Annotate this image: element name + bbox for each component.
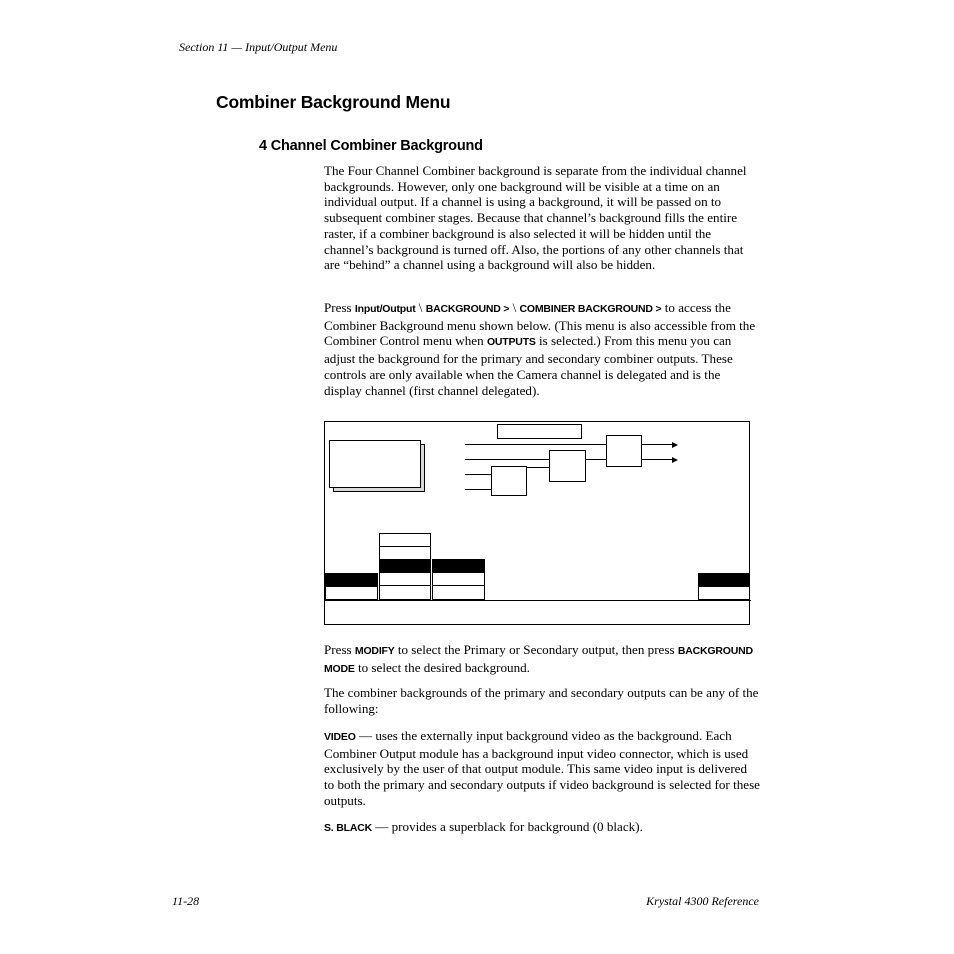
arrow-right-icon <box>672 442 678 448</box>
section-subtitle: 4 Channel Combiner Background <box>259 138 483 154</box>
signal-line-3 <box>465 474 491 475</box>
softkey-2-option-2[interactable] <box>379 546 431 560</box>
softkey-1-label <box>325 573 378 587</box>
running-header: Section 11 — Input/Output Menu <box>179 40 338 54</box>
softkey-3-label <box>432 559 485 573</box>
signal-line-out <box>641 459 674 460</box>
keyword-modify: MODIFY <box>354 645 395 657</box>
softkey-2-option-4[interactable] <box>379 585 431 600</box>
options-intro-paragraph: The combiner backgrounds of the primary and secondary outputs can be any of the following: <box>324 685 759 716</box>
softkey-3-option-1[interactable] <box>432 572 485 586</box>
page-title: Combiner Background Menu <box>216 92 451 112</box>
menu-title-box <box>497 424 582 439</box>
softkey-2-label <box>379 559 431 573</box>
access-paragraph: Press Input/Output \ BACKGROUND > \ COMBINER BACKGROUND > to access the Combiner Background menu shown below. (This menu is also accessible from the Combiner Control menu when OUTPUTS is selected.) From this menu you can adjust the background for the primary and secondary combiner outputs. These controls are only available when the Camera channel is delegated and is the display channel (first channel delegated). <box>324 300 756 398</box>
keyword-combiner-background: COMBINER BACKGROUND > <box>519 303 662 315</box>
video-option-paragraph: VIDEO — uses the externally input background video as the background. Each Combiner Output module has a background input video connector, which is used exclusively by the user of that output module. This same video input is delivered to both the primary and secondary outputs if video background is selected for these outputs. <box>324 728 760 808</box>
signal-line-2 <box>465 459 549 460</box>
combiner-stage-3 <box>606 435 642 467</box>
modify-paragraph: Press MODIFY to select the Primary or Secondary output, then press BACKGROUND MODE to select the desired background. <box>324 642 753 675</box>
keyword-background-mode: BACKGROUND MODE <box>324 645 753 675</box>
menu-status-divider <box>325 600 751 601</box>
combiner-stage-1 <box>491 466 527 496</box>
softkey-1-value[interactable] <box>325 586 378 600</box>
signal-line-3b <box>527 467 549 468</box>
combiner-background-menu-diagram <box>324 421 750 625</box>
softkey-2-option-3[interactable] <box>379 572 431 586</box>
intro-paragraph: The Four Channel Combiner background is separate from the individual channel backgrounds. However, only one background will be visible at a time on an individual output. If a channel is using a background, it will be passed on to subsequent combiner stages. Because that channel’s background fills the entire raster, if a combiner background is also selected it will be hidden until the channel’s background is turned off. Also, the portions of any other channels that are “behind” a channel using a background will also be hidden. <box>324 163 747 273</box>
softkey-4-value[interactable] <box>698 586 750 600</box>
menu-panel <box>329 440 421 488</box>
keyword-input-output: Input/Output <box>354 303 416 315</box>
signal-line-1 <box>465 444 674 445</box>
keyword-outputs: OUTPUTS <box>486 336 536 349</box>
softkey-3-option-2[interactable] <box>432 585 485 600</box>
combiner-stage-2 <box>549 450 586 482</box>
softkey-2-option-1[interactable] <box>379 533 431 547</box>
softkey-4-label <box>698 573 750 587</box>
keyword-video: VIDEO <box>324 731 356 743</box>
keyword-background: BACKGROUND > <box>425 303 510 315</box>
arrow-right-icon <box>672 457 678 463</box>
page-number: 11-28 <box>172 894 200 908</box>
sblack-option-paragraph: S. BLACK — provides a superblack for background (0 black). <box>324 819 643 834</box>
book-title: Krystal 4300 Reference <box>646 894 759 908</box>
signal-line-2b <box>586 459 606 460</box>
signal-line-4 <box>465 489 491 490</box>
keyword-s-black: S. BLACK <box>324 822 372 834</box>
